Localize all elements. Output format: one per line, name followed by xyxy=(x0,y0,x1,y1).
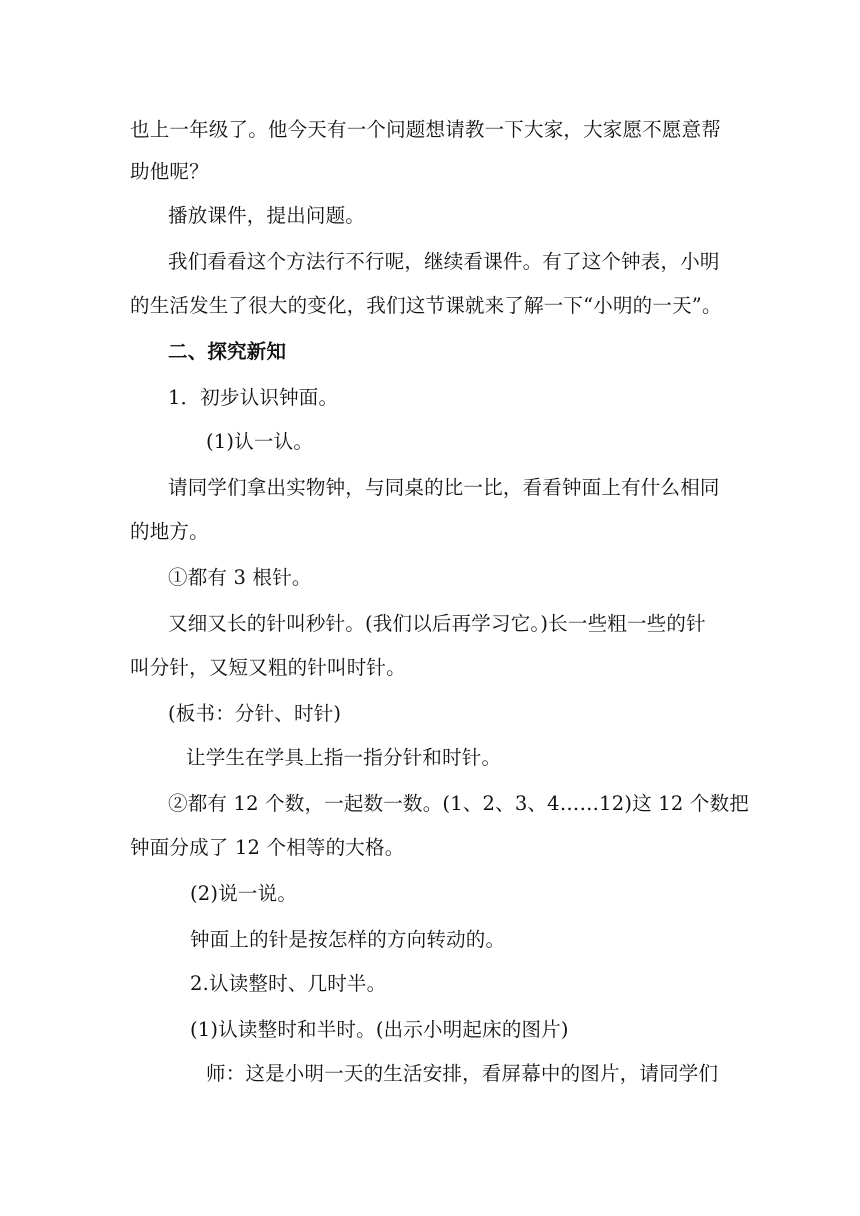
paragraph-line: (板书：分针、时针) xyxy=(168,702,342,725)
paragraph-line: 又细又长的针叫秒针。(我们以后再学习它。)长一些粗一些的针 xyxy=(168,612,706,635)
section-heading: 二、探究新知 xyxy=(168,340,287,363)
paragraph-line: ②都有 12 个数，一起数一数。(1、2、3、4……12)这 12 个数把 xyxy=(168,792,749,815)
paragraph-line: 让学生在学具上指一指分针和时针。 xyxy=(186,746,502,769)
paragraph-line: 助他呢？ xyxy=(130,160,209,183)
subheading: (1)认一认。 xyxy=(206,430,314,453)
paragraph-line: 请同学们拿出实物钟，与同桌的比一比，看看钟面上有什么相同 xyxy=(168,476,720,499)
subheading: (1)认读整时和半时。(出示小明起床的图片) xyxy=(190,1018,569,1041)
paragraph-line: 我们看看这个方法行不行呢，继续看课件。有了这个钟表，小明 xyxy=(168,250,720,273)
paragraph-line: 钟面上的针是按怎样的方向转动的。 xyxy=(190,928,506,951)
paragraph-line: 播放课件，提出问题。 xyxy=(168,204,366,227)
list-heading: 2.认读整时、几时半。 xyxy=(190,972,387,995)
subheading: (2)说一说。 xyxy=(190,882,298,905)
paragraph-line: 叫分针，又短又粗的针叫时针。 xyxy=(130,656,406,679)
list-heading: 1．初步认识钟面。 xyxy=(168,386,339,409)
paragraph-line: 师：这是小明一天的生活安排，看屏幕中的图片，请同学们 xyxy=(206,1062,719,1085)
paragraph-line: 的地方。 xyxy=(130,520,209,543)
paragraph-line: ①都有 3 根针。 xyxy=(168,566,312,589)
paragraph-line: 也上一年级了。他今天有一个问题想请教一下大家，大家愿不愿意帮 xyxy=(130,118,722,141)
paragraph-line: 的生活发生了很大的变化，我们这节课就来了解一下“小明的一天”。 xyxy=(130,294,722,317)
paragraph-line: 钟面分成了 12 个相等的大格。 xyxy=(130,836,405,859)
